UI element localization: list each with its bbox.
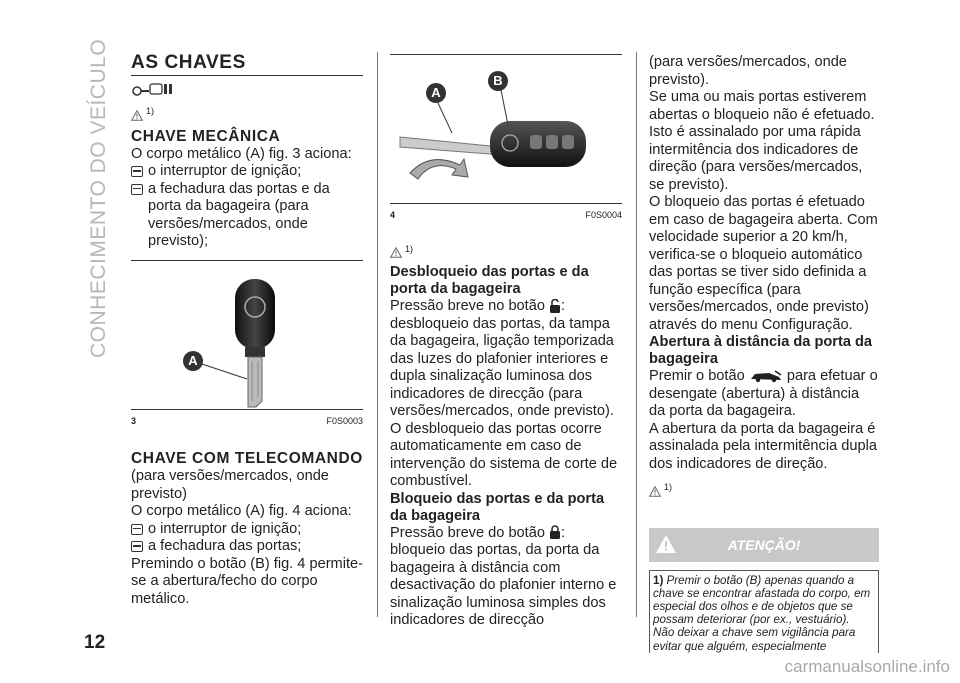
- list-item: o interruptor de ignição;: [131, 163, 363, 181]
- warning-note: [649, 570, 879, 653]
- list-item: o interruptor de ignição;: [131, 521, 363, 539]
- heading-trunk: Abertura à distância da porta da bagageira: [649, 334, 873, 367]
- figure-number: 3: [131, 415, 137, 426]
- warning-reference: 1): [649, 479, 879, 497]
- warning-reference: 1): [390, 241, 622, 259]
- note-text: Premir o botão (B) apenas quando a chave se encontrar afastada do corpo, em especial dos olhos e de objetos que se possam deteriorar (por ex., vestuário). Não deixar a chave sem vigilância para evitar que alguém, especialmente: [653, 573, 871, 653]
- heading-unlock: Desbloqueio das portas e da porta da bagageira: [390, 264, 589, 297]
- attention-banner: [649, 528, 879, 562]
- paragraph: O desbloqueio das portas ocorre automaticamente em caso de intervenção do sistema de corte de combustível.: [390, 420, 618, 489]
- column-2: [390, 54, 622, 630]
- paragraph: Pressão breve no botão : desbloqueio das portas, da tampa da bagageira, ligação temporizada das luzes do plafonier interiores e dupla sinalização luminosa dos indicadores de direcção (para versões/mercados, onde previsto).: [390, 298, 614, 419]
- list-item: a fechadura das portas;: [131, 538, 363, 556]
- trunk-icon: [749, 369, 783, 383]
- bullet-icon: [131, 541, 143, 552]
- paragraph: (para versões/mercados, onde previsto).: [649, 54, 847, 88]
- bullet-icon: [131, 524, 143, 535]
- column-divider: [377, 52, 378, 617]
- heading-lock: Bloqueio das portas e da porta da bagageira: [390, 490, 605, 524]
- heading-remote-key: CHAVE COM TELECOMANDO: [131, 450, 363, 467]
- figure-3: [131, 260, 363, 410]
- section-title: AS CHAVES: [131, 54, 363, 76]
- attention-title: ATENÇÃO!: [727, 536, 801, 553]
- paragraph: A abertura da porta da bagageira é assinalada pela intermitência dupla dos indicadores de direção.: [649, 420, 877, 472]
- chapter-sidebar: [84, 40, 114, 360]
- page-number: 12: [84, 632, 106, 653]
- list-item: a fechadura das portas e da porta da bagageira (para versões/mercados, onde previsto);: [131, 181, 363, 251]
- callout-a: A: [183, 351, 203, 371]
- paragraph: O bloqueio das portas é efetuado em caso de bagageira aberta. Com velocidade superior a 20 km/h, verifica-se o bloqueio automático das portas se tiver sido definida a função específica (para versões/mercados, onde previsto) através do menu Configuração.: [649, 194, 878, 333]
- warning-triangle-icon: [131, 110, 143, 121]
- column-1: [131, 54, 363, 608]
- paragraph: Premindo o botão (B) fig. 4 permite-se a abertura/fecho do corpo metálico.: [131, 555, 363, 607]
- callout-b: B: [488, 71, 508, 91]
- paragraph: O corpo metálico (A) fig. 3 aciona:: [131, 145, 352, 162]
- key-icon: [131, 82, 175, 96]
- figure-number: 4: [390, 210, 396, 220]
- note-number: 1): [653, 573, 664, 587]
- heading-mechanical-key: CHAVE MECÂNICA: [131, 127, 281, 145]
- column-3: [649, 54, 879, 653]
- paragraph: Se uma ou mais portas estiverem abertas o bloqueio não é efetuado. Isto é assinalado por uma rápida intermitência dos indicadores de direção (para versões/mercados, se previsto).: [649, 89, 875, 193]
- paragraph: O corpo metálico (A) fig. 4 aciona:: [131, 503, 352, 519]
- paragraph: (para versões/mercados, onde previsto): [131, 468, 329, 502]
- figure-4: [390, 54, 622, 204]
- warning-triangle-icon: [649, 486, 661, 497]
- lock-icon: [549, 525, 561, 540]
- warning-triangle-icon: [390, 247, 402, 258]
- paragraph: Premir o botão para efetuar o desengate (abertura) à distância da porta da bagageira.: [649, 368, 878, 419]
- mechanical-key-illustration: [131, 261, 363, 409]
- key-symbol: [131, 82, 363, 102]
- chapter-title: CONHECIMENTO DO VEÍCULO: [87, 38, 110, 358]
- warning-reference: 1): [131, 103, 363, 121]
- figure-caption: [390, 207, 622, 225]
- watermark: carmanualsonline.info: [784, 657, 950, 676]
- bullet-icon: [131, 166, 143, 177]
- figure-code: F0S0004: [585, 210, 622, 220]
- figure-code: F0S0003: [326, 415, 363, 426]
- paragraph: Pressão breve do botão : bloqueio das portas, da porta da bagageira à distância com desactivação do plafonier interno e sinalização luminosa simples dos indicadores de direcção: [390, 524, 617, 628]
- callout-a: A: [426, 83, 446, 103]
- figure-caption: [131, 413, 363, 431]
- unlock-icon: [549, 299, 561, 314]
- bullet-icon: [131, 184, 143, 195]
- column-divider: [636, 52, 637, 617]
